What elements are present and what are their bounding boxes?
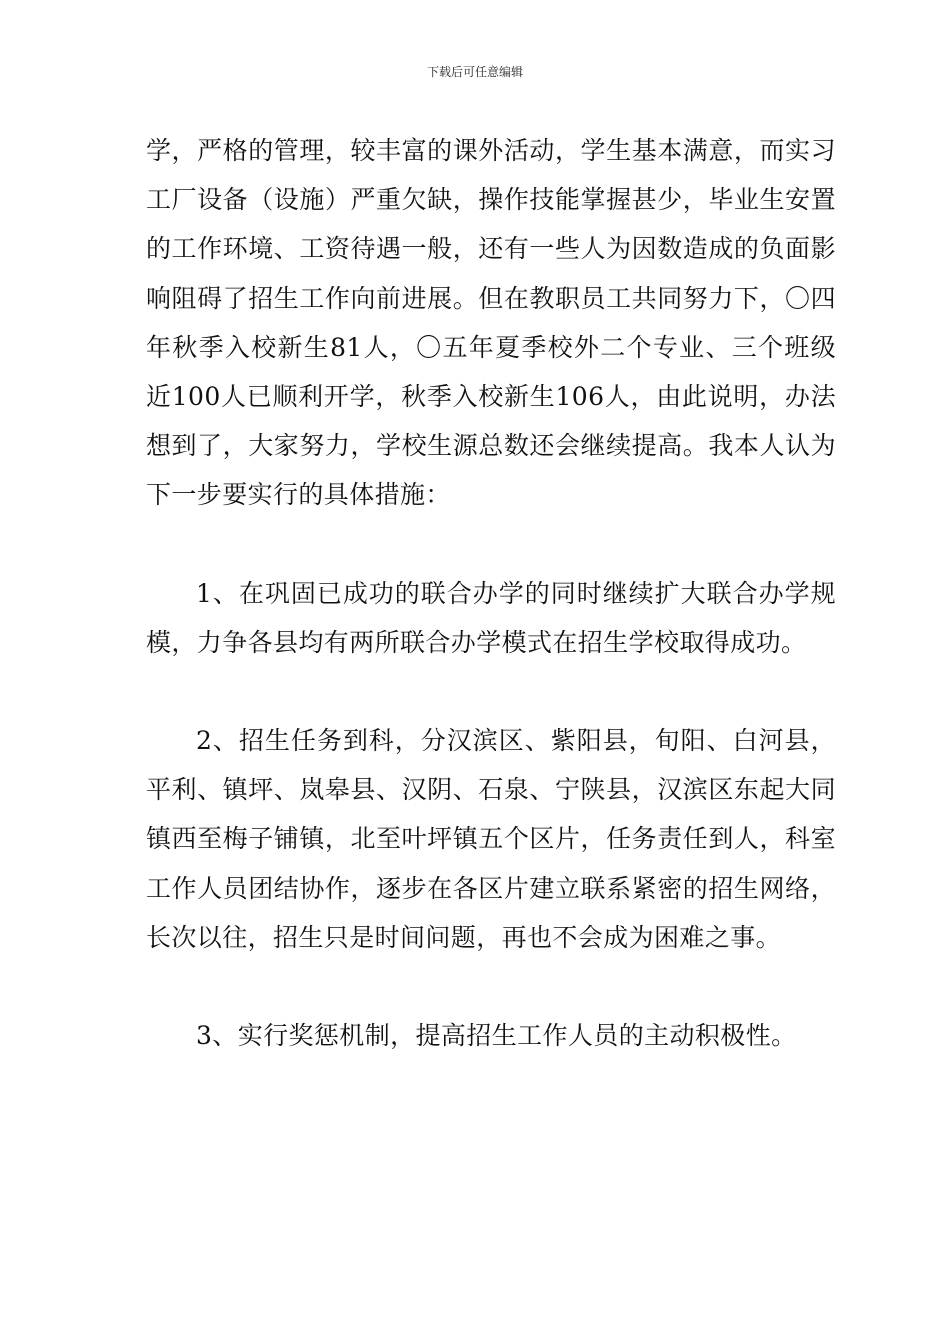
page-header: 下载后可任意编辑	[426, 65, 523, 79]
paragraph-measure-2: 2、招生任务到科，分汉滨区、紫阳县，旬阳、白河县，平利、镇坪、岚皋县、汉阴、石泉、宁陕县，汉滨区东起大同镇西至梅子铺镇，北至叶坪镇五个区片，任务责任到人，科室工作人员团结协作，逐步在各区片建立联系紧密的招生网络，长次以往，招生只是时间问题，再也不会成为困难之事。	[146, 726, 836, 952]
paragraph-measure-1: 1、在巩固已成功的联合办学的同时继续扩大联合办学规模，力争各县均有两所联合办学模式在招生学校取得成功。	[146, 578, 836, 657]
paragraph-gap	[146, 520, 836, 569]
paragraph-gap	[146, 962, 836, 1011]
paragraph-gap	[146, 667, 836, 716]
paragraph-measure-3: 3、实行奖惩机制，提高招生工作人员的主动积极性。	[196, 1021, 797, 1051]
paragraph-continuation: 学，严格的管理，较丰富的课外活动，学生基本满意，而实习工厂设备（设施）严重欠缺，操作技能掌握甚少，毕业生安置的工作环境、工资待遇一般，还有一些人为因数造成的负面影响阻碍了招生工作向前进展。但在教职员工共同努力下，〇四年秋季入校新生81人，〇五年夏季校外二个专业、三个班级近100人已顺利开学，秋季入校新生106人，由此说明，办法想到了，大家努力，学校生源总数还会继续提高。我本人认为下一步要实行的具体措施：	[146, 136, 836, 510]
document-body	[146, 126, 836, 1060]
